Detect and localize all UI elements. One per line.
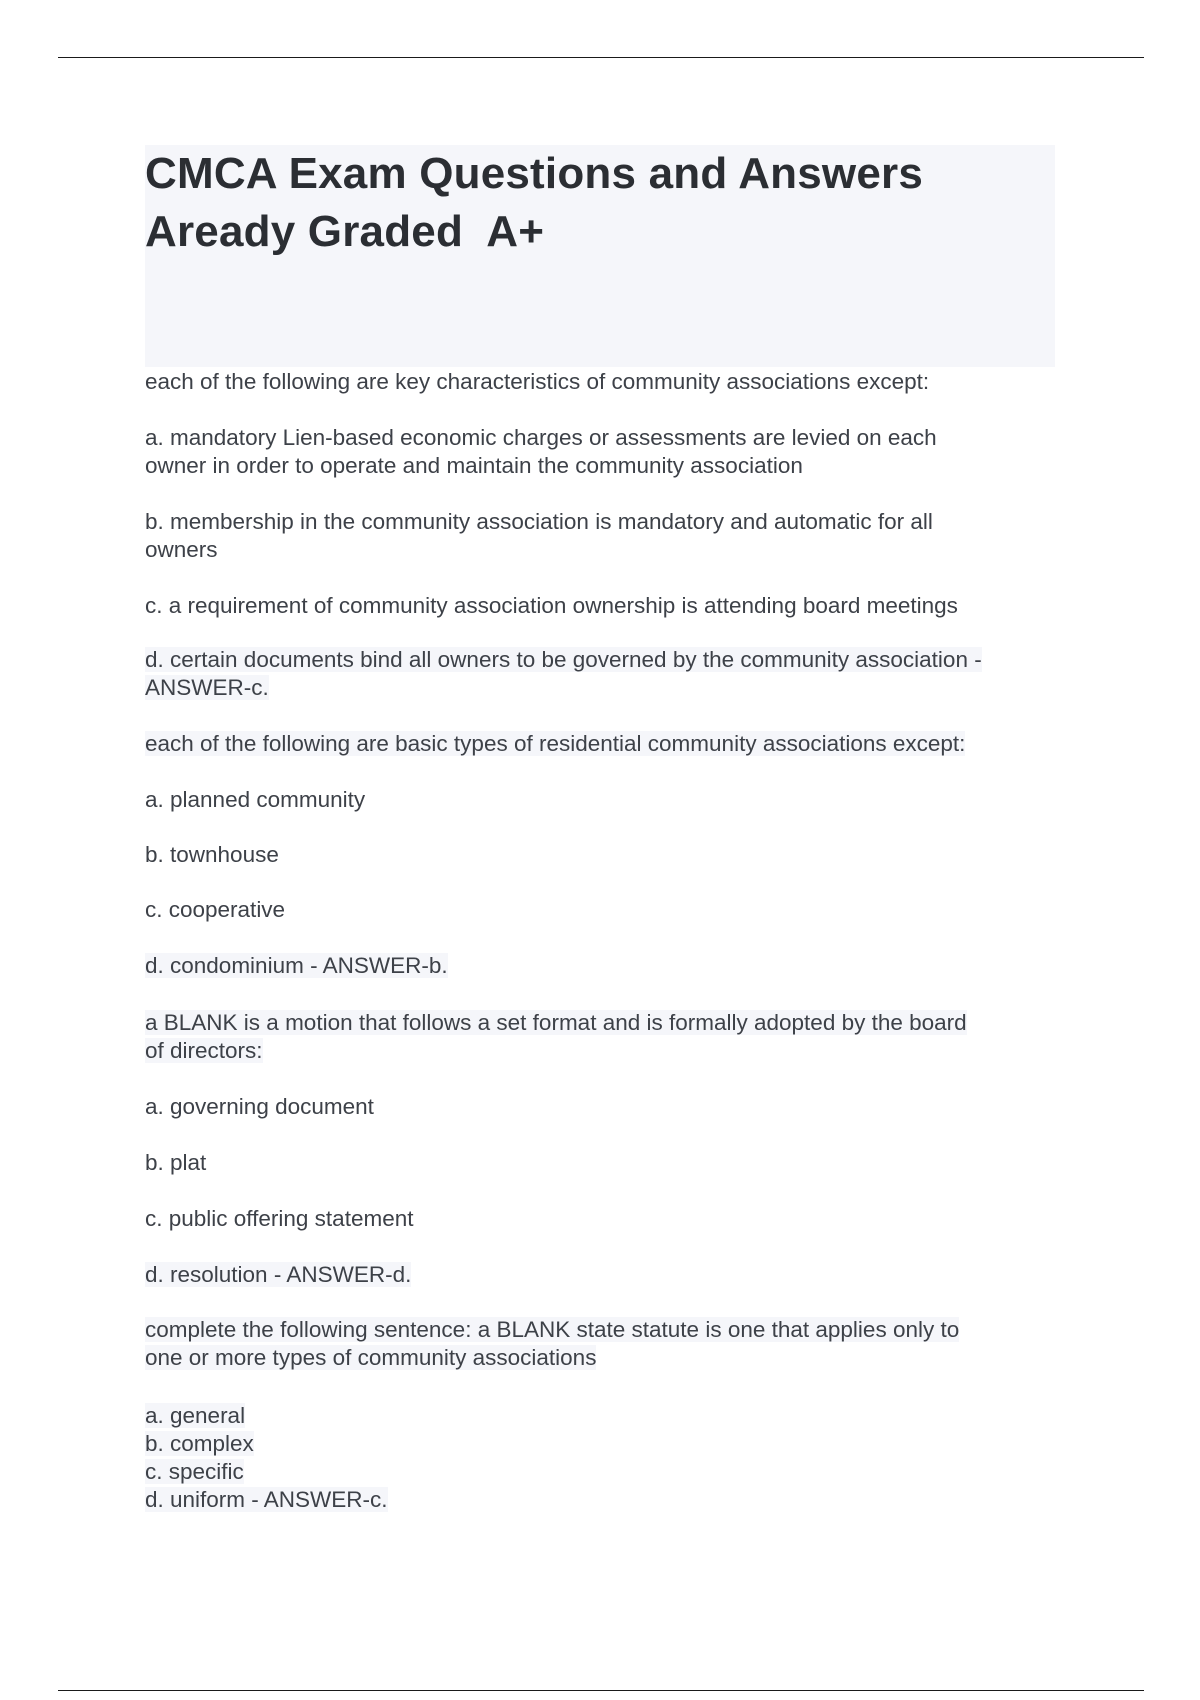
paragraph-line <box>145 1402 1055 1430</box>
paragraph <box>145 1402 1055 1514</box>
highlighted-text: a. general <box>145 1403 246 1428</box>
title-block <box>145 145 1055 367</box>
highlighted-text: each of the following are basic types of residential community associations except: <box>145 731 966 756</box>
paragraph <box>145 1149 1055 1177</box>
paragraph-line: owner in order to operate and maintain the community association <box>145 453 803 478</box>
paragraph <box>145 508 1055 564</box>
highlighted-text: c. specific <box>145 1459 244 1484</box>
highlighted-text: of directors: <box>145 1038 263 1063</box>
paragraph <box>145 1316 1055 1372</box>
paragraph <box>145 592 1055 620</box>
paragraph-line <box>145 730 1055 758</box>
paragraph-line <box>145 674 1055 702</box>
highlighted-text: d. certain documents bind all owners to be governed by the community association - <box>145 647 982 672</box>
paragraph-line: owners <box>145 537 218 562</box>
highlighted-text: one or more types of community associations <box>145 1345 597 1370</box>
paragraph <box>145 646 1055 702</box>
paragraph-line <box>145 1009 1055 1037</box>
highlighted-text: b. complex <box>145 1431 254 1456</box>
paragraph <box>145 1205 1055 1233</box>
paragraph <box>145 368 1055 396</box>
highlighted-text: a BLANK is a motion that follows a set format and is formally adopted by the board <box>145 1010 967 1035</box>
document-title <box>145 145 923 261</box>
paragraph-line <box>145 1316 1055 1344</box>
highlighted-text: ANSWER-c. <box>145 675 269 700</box>
paragraph-line <box>145 646 1055 674</box>
paragraph <box>145 1093 1055 1121</box>
paragraph-line <box>145 1458 1055 1486</box>
paragraph <box>145 896 1055 924</box>
paragraph-line: a. governing document <box>145 1094 374 1119</box>
highlighted-text: d. condominium - ANSWER-b. <box>145 953 448 978</box>
paragraph-line: b. membership in the community association is mandatory and automatic for all <box>145 509 933 534</box>
paragraph-line <box>145 1430 1055 1458</box>
paragraph-line: b. townhouse <box>145 842 279 867</box>
highlighted-text: d. uniform - ANSWER-c. <box>145 1487 388 1512</box>
paragraph <box>145 1261 1055 1289</box>
paragraph-line: a. mandatory Lien-based economic charges or assessments are levied on each <box>145 425 937 450</box>
paragraph-line: each of the following are key characteristics of community associations except: <box>145 369 930 394</box>
title-line-2: Aready Graded A+ <box>145 207 545 256</box>
paragraph-line <box>145 1261 1055 1289</box>
paragraph <box>145 952 1055 980</box>
paragraph-line <box>145 1037 1055 1065</box>
title-line-1: CMCA Exam Questions and Answers <box>145 149 924 198</box>
highlighted-text: complete the following sentence: a BLANK state statute is one that applies only to <box>145 1317 960 1342</box>
paragraph-line: c. public offering statement <box>145 1206 414 1231</box>
paragraph-line: c. a requirement of community association ownership is attending board meetings <box>145 593 958 618</box>
paragraph-line <box>145 952 1055 980</box>
paragraph-line <box>145 1344 1055 1372</box>
paragraph <box>145 424 1055 480</box>
highlighted-text: d. resolution - ANSWER-d. <box>145 1262 412 1287</box>
paragraph <box>145 841 1055 869</box>
top-rule <box>58 57 1144 58</box>
paragraph-line: c. cooperative <box>145 897 286 922</box>
paragraph-line: a. planned community <box>145 787 366 812</box>
paragraph <box>145 730 1055 758</box>
paragraph <box>145 1009 1055 1065</box>
paragraph-line <box>145 1486 1055 1514</box>
paragraph-line: b. plat <box>145 1150 207 1175</box>
bottom-rule <box>58 1690 1144 1691</box>
paragraph <box>145 786 1055 814</box>
